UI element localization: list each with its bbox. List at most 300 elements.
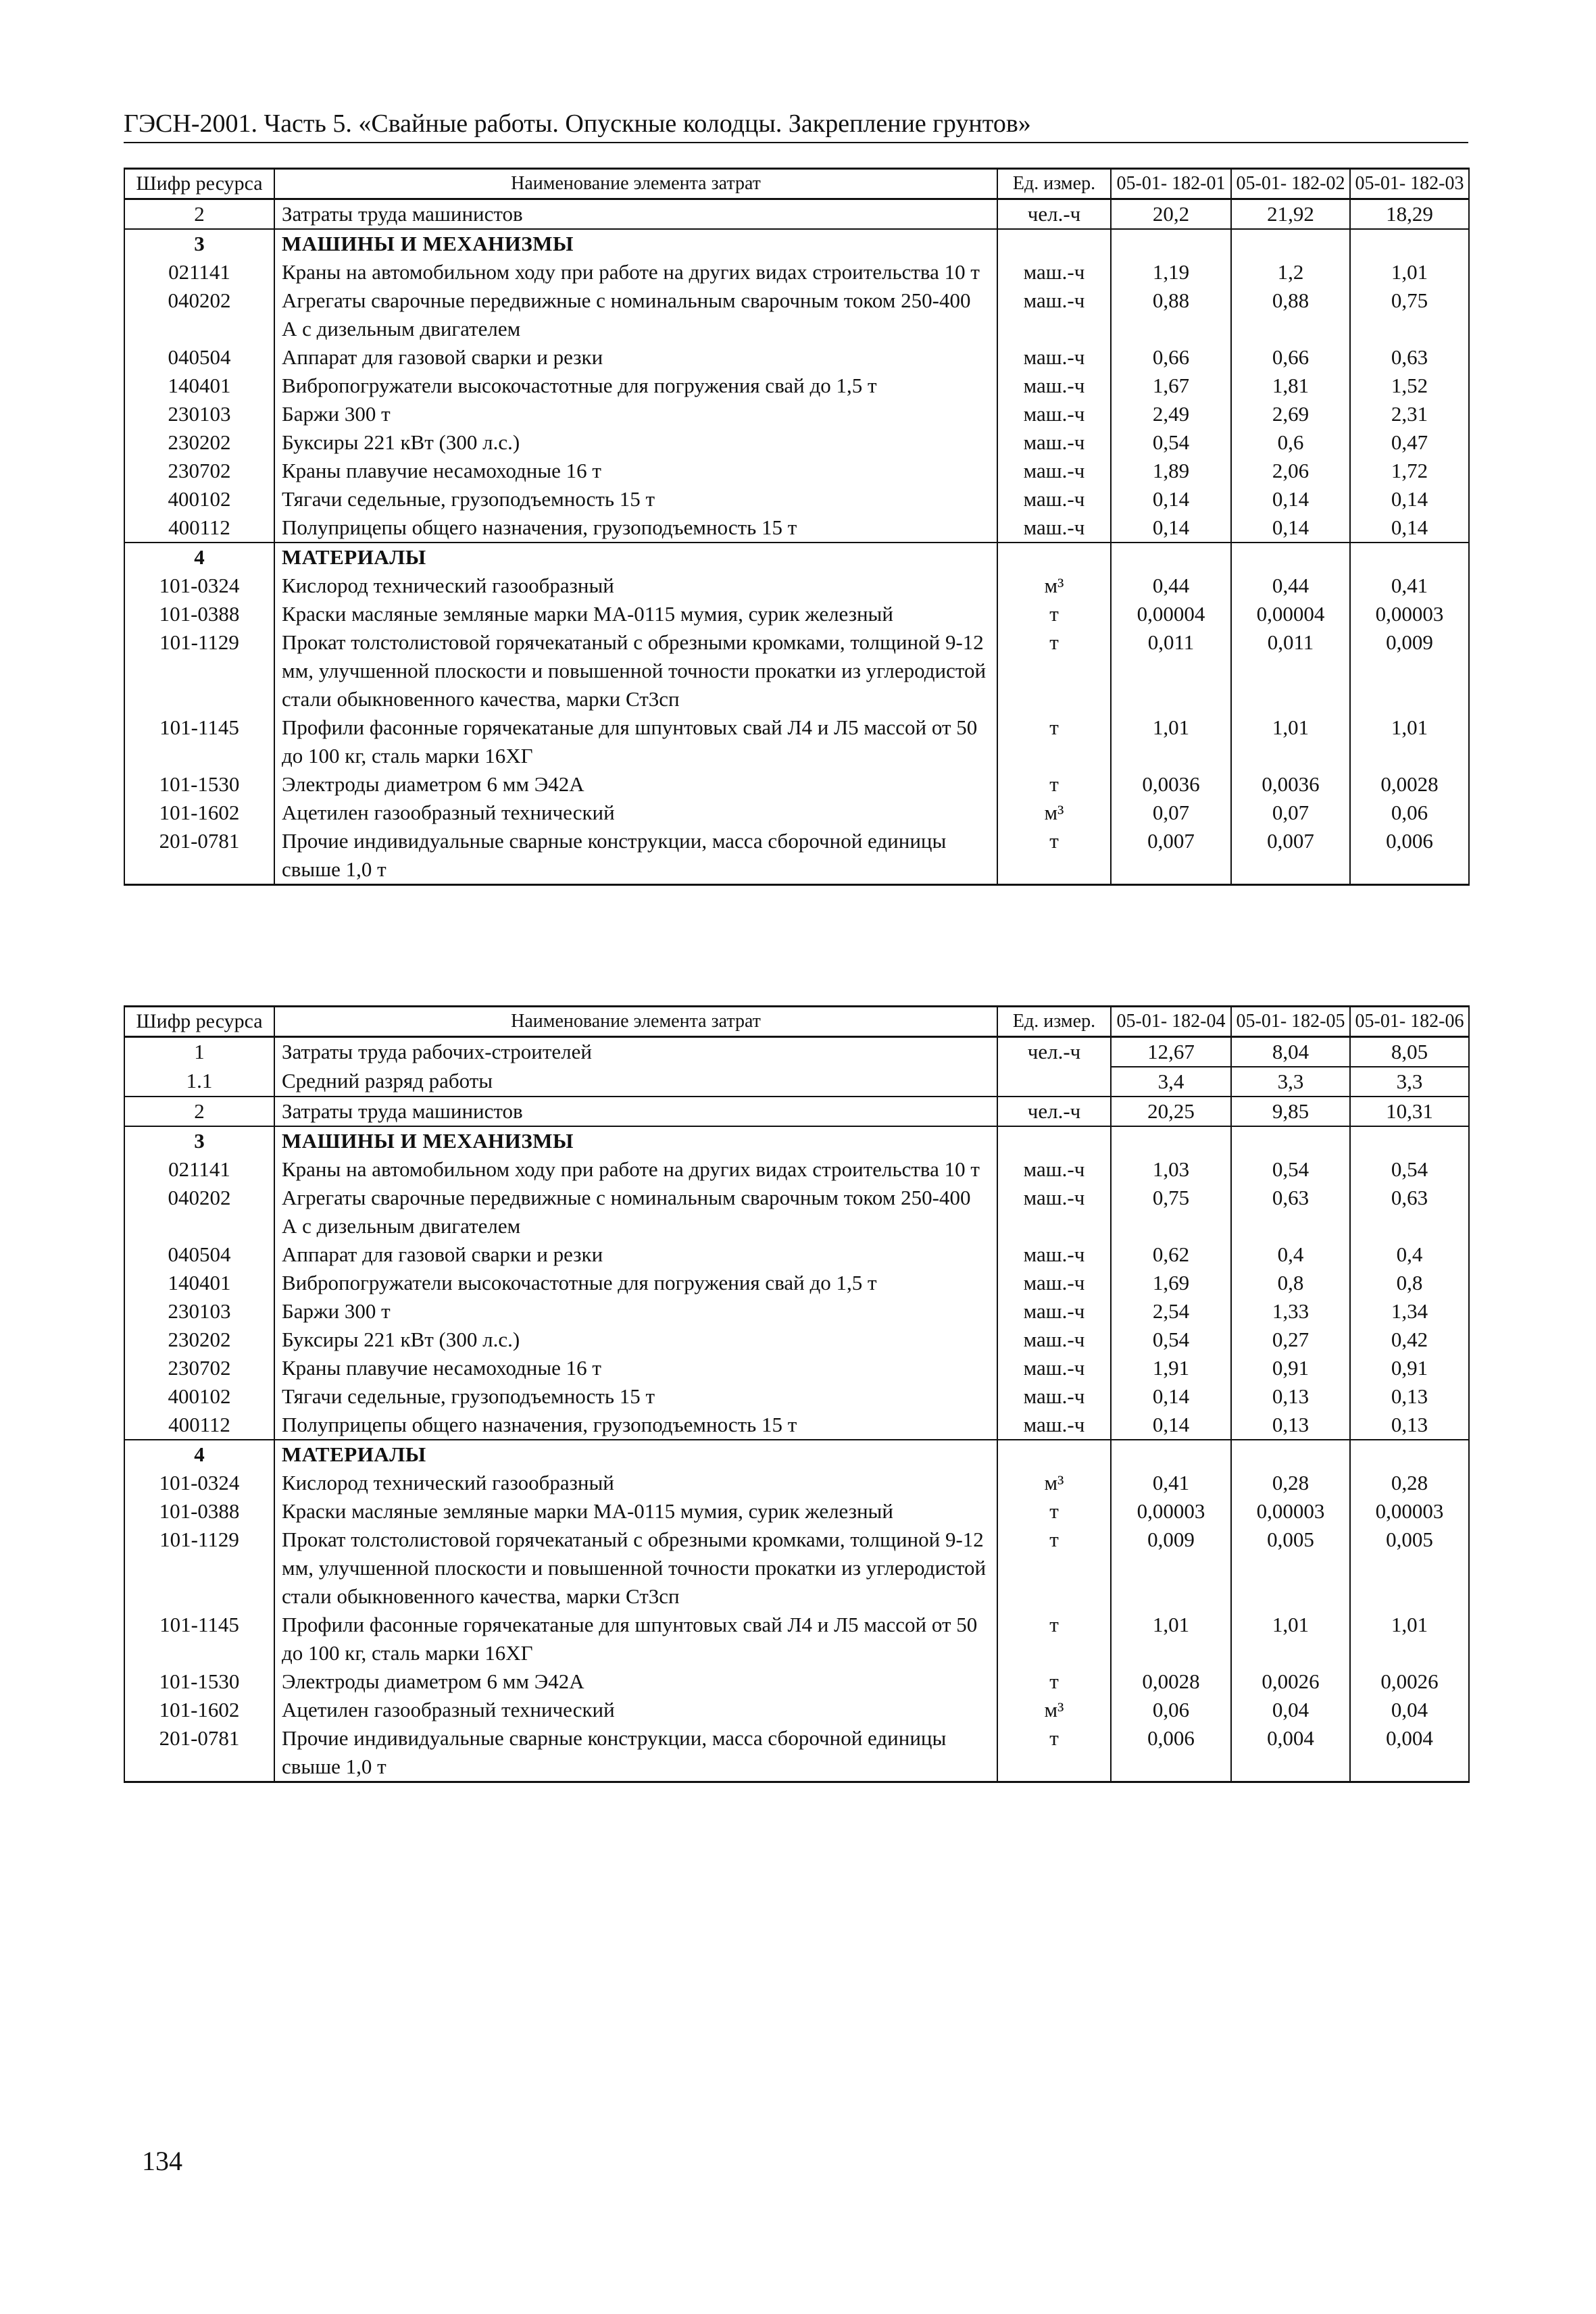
value-cell: 0,42 xyxy=(1350,1326,1469,1354)
header-norm-code: 05-01- 182-02 xyxy=(1231,169,1350,199)
value-cell: 0,66 xyxy=(1111,343,1231,372)
unit-cell xyxy=(997,1440,1111,1469)
table-body xyxy=(124,1037,1469,1782)
unit-cell: маш.-ч xyxy=(997,400,1111,428)
value-cell xyxy=(1111,543,1231,572)
value-cell: 0,28 xyxy=(1231,1469,1350,1497)
resource-code: 230702 xyxy=(124,457,274,485)
value-cell: 1,01 xyxy=(1350,713,1469,770)
page-header: ГЭСН-2001. Часть 5. «Свайные работы. Опускные колодцы. Закрепление грунтов» xyxy=(124,108,1468,143)
table-row xyxy=(124,1382,1469,1411)
value-cell: 0,14 xyxy=(1350,485,1469,513)
value-cell: 0,47 xyxy=(1350,428,1469,457)
resource-code: 040202 xyxy=(124,286,274,343)
table-body xyxy=(124,199,1469,885)
unit-cell: маш.-ч xyxy=(997,1326,1111,1354)
value-cell: 0,00003 xyxy=(1231,1497,1350,1526)
table-row xyxy=(124,1611,1469,1667)
element-name: Буксиры 221 кВт (300 л.с.) xyxy=(274,428,997,457)
value-cell: 18,29 xyxy=(1350,199,1469,230)
resource-code: 101-0324 xyxy=(124,1469,274,1497)
value-cell: 0,14 xyxy=(1231,513,1350,543)
element-name: Краны плавучие несамоходные 16 т xyxy=(274,457,997,485)
unit-cell: м³ xyxy=(997,799,1111,827)
resource-code: 1.1 xyxy=(124,1067,274,1097)
value-cell: 0,75 xyxy=(1350,286,1469,343)
unit-cell xyxy=(997,1126,1111,1155)
unit-cell: т xyxy=(997,1611,1111,1667)
value-cell: 0,88 xyxy=(1111,286,1231,343)
value-cell: 0,13 xyxy=(1231,1411,1350,1440)
value-cell xyxy=(1111,1126,1231,1155)
resource-table-1 xyxy=(124,168,1470,886)
resource-code: 400102 xyxy=(124,1382,274,1411)
section-header-row xyxy=(124,1126,1469,1155)
element-name: Агрегаты сварочные передвижные с номинальным сварочным током 250-400 А с дизельным двигателем xyxy=(274,1184,997,1240)
value-cell: 0,00004 xyxy=(1111,600,1231,628)
resource-code: 230202 xyxy=(124,1326,274,1354)
value-cell xyxy=(1231,543,1350,572)
value-cell: 0,54 xyxy=(1111,1326,1231,1354)
value-cell: 1,52 xyxy=(1350,372,1469,400)
element-name: Затраты труда машинистов xyxy=(274,1097,997,1126)
table-row xyxy=(124,713,1469,770)
element-name: МАТЕРИАЛЫ xyxy=(274,543,997,572)
value-cell: 0,62 xyxy=(1111,1240,1231,1269)
value-cell: 0,07 xyxy=(1111,799,1231,827)
resource-code: 4 xyxy=(124,1440,274,1469)
value-cell: 1,19 xyxy=(1111,258,1231,286)
value-cell: 1,72 xyxy=(1350,457,1469,485)
value-cell: 0,44 xyxy=(1231,572,1350,600)
header-norm-code: 05-01- 182-06 xyxy=(1350,1007,1469,1037)
value-cell: 0,005 xyxy=(1350,1526,1469,1611)
resource-code: 4 xyxy=(124,543,274,572)
table-row xyxy=(124,1526,1469,1611)
value-cell: 0,75 xyxy=(1111,1184,1231,1240)
value-cell: 0,011 xyxy=(1111,628,1231,713)
unit-cell: маш.-ч xyxy=(997,1155,1111,1184)
table-row xyxy=(124,428,1469,457)
element-name: Профили фасонные горячекатаные для шпунтовых свай Л4 и Л5 массой от 50 до 100 кг, сталь марки 16ХГ xyxy=(274,713,997,770)
value-cell: 0,006 xyxy=(1350,827,1469,885)
unit-cell: т xyxy=(997,713,1111,770)
value-cell: 1,34 xyxy=(1350,1297,1469,1326)
element-name: Агрегаты сварочные передвижные с номинальным сварочным током 250-400 А с дизельным двигателем xyxy=(274,286,997,343)
value-cell: 1,89 xyxy=(1111,457,1231,485)
value-cell: 1,01 xyxy=(1111,713,1231,770)
resource-code: 400112 xyxy=(124,513,274,543)
table-row xyxy=(124,1696,1469,1724)
value-cell: 0,4 xyxy=(1350,1240,1469,1269)
table-row xyxy=(124,1184,1469,1240)
header-norm-code: 05-01- 182-05 xyxy=(1231,1007,1350,1037)
value-cell: 1,2 xyxy=(1231,258,1350,286)
value-cell: 1,01 xyxy=(1350,1611,1469,1667)
value-cell: 0,0036 xyxy=(1111,770,1231,799)
value-cell: 0,0028 xyxy=(1350,770,1469,799)
resource-code: 101-0388 xyxy=(124,600,274,628)
value-cell: 0,011 xyxy=(1231,628,1350,713)
header-resource-code: Шифр ресурса xyxy=(124,1007,274,1037)
table-row xyxy=(124,1269,1469,1297)
table-row xyxy=(124,1667,1469,1696)
element-name: Прочие индивидуальные сварные конструкции, масса сборочной единицы свыше 1,0 т xyxy=(274,1724,997,1782)
element-name: МАШИНЫ И МЕХАНИЗМЫ xyxy=(274,1126,997,1155)
header-unit: Ед. измер. xyxy=(997,1007,1111,1037)
value-cell: 0,91 xyxy=(1350,1354,1469,1382)
resource-code: 101-1530 xyxy=(124,770,274,799)
element-name: Баржи 300 т xyxy=(274,400,997,428)
resource-code: 021141 xyxy=(124,1155,274,1184)
element-name: Краски масляные земляные марки МА-0115 мумия, сурик железный xyxy=(274,600,997,628)
value-cell: 1,33 xyxy=(1231,1297,1350,1326)
unit-cell: маш.-ч xyxy=(997,372,1111,400)
value-cell: 3,4 xyxy=(1111,1067,1231,1097)
table-row xyxy=(124,199,1469,230)
value-cell: 20,2 xyxy=(1111,199,1231,230)
resource-code: 230103 xyxy=(124,400,274,428)
resource-code: 101-1129 xyxy=(124,1526,274,1611)
unit-cell: маш.-ч xyxy=(997,1354,1111,1382)
value-cell xyxy=(1350,1126,1469,1155)
table-row xyxy=(124,457,1469,485)
table-row xyxy=(124,1097,1469,1126)
value-cell: 2,06 xyxy=(1231,457,1350,485)
value-cell: 12,67 xyxy=(1111,1037,1231,1067)
table-row xyxy=(124,827,1469,885)
value-cell: 0,63 xyxy=(1350,1184,1469,1240)
value-cell xyxy=(1231,1440,1350,1469)
unit-cell: м³ xyxy=(997,572,1111,600)
resource-code: 101-1129 xyxy=(124,628,274,713)
element-name: Ацетилен газообразный технический xyxy=(274,1696,997,1724)
value-cell: 2,31 xyxy=(1350,400,1469,428)
value-cell: 8,04 xyxy=(1231,1037,1350,1067)
table-row xyxy=(124,286,1469,343)
value-cell: 0,14 xyxy=(1231,485,1350,513)
value-cell: 0,63 xyxy=(1350,343,1469,372)
value-cell: 0,007 xyxy=(1111,827,1231,885)
value-cell: 2,54 xyxy=(1111,1297,1231,1326)
section-header-row xyxy=(124,543,1469,572)
value-cell: 0,007 xyxy=(1231,827,1350,885)
table-row xyxy=(124,1497,1469,1526)
value-cell: 0,63 xyxy=(1231,1184,1350,1240)
value-cell: 0,13 xyxy=(1350,1382,1469,1411)
table-row xyxy=(124,799,1469,827)
value-cell: 3,3 xyxy=(1231,1067,1350,1097)
unit-cell: т xyxy=(997,770,1111,799)
value-cell xyxy=(1350,543,1469,572)
unit-cell: т xyxy=(997,827,1111,885)
resource-code: 101-1145 xyxy=(124,713,274,770)
table-row xyxy=(124,1724,1469,1782)
value-cell xyxy=(1111,229,1231,258)
value-cell: 0,006 xyxy=(1111,1724,1231,1782)
resource-code: 3 xyxy=(124,229,274,258)
table-row xyxy=(124,1067,1469,1097)
table-row xyxy=(124,1411,1469,1440)
resource-code: 230702 xyxy=(124,1354,274,1382)
value-cell: 21,92 xyxy=(1231,199,1350,230)
resource-code: 230202 xyxy=(124,428,274,457)
value-cell: 1,69 xyxy=(1111,1269,1231,1297)
unit-cell: м³ xyxy=(997,1469,1111,1497)
table-row xyxy=(124,572,1469,600)
value-cell: 0,27 xyxy=(1231,1326,1350,1354)
element-name: Тягачи седельные, грузоподъемность 15 т xyxy=(274,1382,997,1411)
value-cell xyxy=(1350,229,1469,258)
header-unit: Ед. измер. xyxy=(997,169,1111,199)
value-cell: 0,004 xyxy=(1350,1724,1469,1782)
element-name: Полуприцепы общего назначения, грузоподъемность 15 т xyxy=(274,513,997,543)
element-name: Прочие индивидуальные сварные конструкции, масса сборочной единицы свыше 1,0 т xyxy=(274,827,997,885)
value-cell: 0,6 xyxy=(1231,428,1350,457)
value-cell: 0,00003 xyxy=(1350,1497,1469,1526)
element-name: Кислород технический газообразный xyxy=(274,1469,997,1497)
value-cell: 2,49 xyxy=(1111,400,1231,428)
unit-cell: маш.-ч xyxy=(997,1184,1111,1240)
unit-cell: м³ xyxy=(997,1696,1111,1724)
resource-code: 040504 xyxy=(124,1240,274,1269)
value-cell: 0,004 xyxy=(1231,1724,1350,1782)
unit-cell: маш.-ч xyxy=(997,1240,1111,1269)
value-cell: 0,8 xyxy=(1231,1269,1350,1297)
value-cell: 0,00004 xyxy=(1231,600,1350,628)
unit-cell: маш.-ч xyxy=(997,457,1111,485)
value-cell: 0,54 xyxy=(1111,428,1231,457)
value-cell: 0,91 xyxy=(1231,1354,1350,1382)
resource-code: 1 xyxy=(124,1037,274,1067)
value-cell: 1,01 xyxy=(1350,258,1469,286)
unit-cell: чел.-ч xyxy=(997,1097,1111,1126)
unit-cell: маш.-ч xyxy=(997,1382,1111,1411)
element-name: Краны на автомобильном ходу при работе на других видах строительства 10 т xyxy=(274,258,997,286)
element-name: Тягачи седельные, грузоподъемность 15 т xyxy=(274,485,997,513)
value-cell: 1,03 xyxy=(1111,1155,1231,1184)
resource-code: 140401 xyxy=(124,372,274,400)
value-cell xyxy=(1231,1126,1350,1155)
table-row xyxy=(124,770,1469,799)
resource-code: 400102 xyxy=(124,485,274,513)
value-cell: 0,8 xyxy=(1350,1269,1469,1297)
resource-code: 3 xyxy=(124,1126,274,1155)
value-cell: 0,28 xyxy=(1350,1469,1469,1497)
resource-code: 140401 xyxy=(124,1269,274,1297)
value-cell: 0,41 xyxy=(1350,572,1469,600)
value-cell: 0,0028 xyxy=(1111,1667,1231,1696)
element-name: Краны плавучие несамоходные 16 т xyxy=(274,1354,997,1382)
element-name: Аппарат для газовой сварки и резки xyxy=(274,1240,997,1269)
value-cell: 0,0036 xyxy=(1231,770,1350,799)
element-name: Прокат толстолистовой горячекатаный с обрезными кромками, толщиной 9-12 мм, улучшенной плоскости и повышенной точности прокатки из углеродистой стали обыкновенного качества, марки Ст3сп xyxy=(274,628,997,713)
value-cell xyxy=(1350,1440,1469,1469)
value-cell: 0,44 xyxy=(1111,572,1231,600)
value-cell: 0,14 xyxy=(1350,513,1469,543)
table-row xyxy=(124,1297,1469,1326)
value-cell: 1,67 xyxy=(1111,372,1231,400)
unit-cell: маш.-ч xyxy=(997,1269,1111,1297)
header-element-name: Наименование элемента затрат xyxy=(274,169,997,199)
value-cell: 0,66 xyxy=(1231,343,1350,372)
unit-cell: т xyxy=(997,1497,1111,1526)
value-cell: 0,0026 xyxy=(1350,1667,1469,1696)
unit-cell: маш.-ч xyxy=(997,428,1111,457)
table-header xyxy=(124,169,1469,199)
unit-cell: маш.-ч xyxy=(997,1411,1111,1440)
resource-code: 040504 xyxy=(124,343,274,372)
element-name: Ацетилен газообразный технический xyxy=(274,799,997,827)
table-row xyxy=(124,485,1469,513)
resource-code: 101-1602 xyxy=(124,799,274,827)
value-cell: 2,69 xyxy=(1231,400,1350,428)
value-cell: 1,01 xyxy=(1111,1611,1231,1667)
value-cell: 1,01 xyxy=(1231,713,1350,770)
value-cell: 0,07 xyxy=(1231,799,1350,827)
table-row xyxy=(124,1037,1469,1067)
table-row xyxy=(124,343,1469,372)
value-cell xyxy=(1231,229,1350,258)
unit-cell: маш.-ч xyxy=(997,1297,1111,1326)
header-element-name: Наименование элемента затрат xyxy=(274,1007,997,1037)
value-cell: 0,54 xyxy=(1350,1155,1469,1184)
unit-cell: т xyxy=(997,1667,1111,1696)
value-cell: 0,88 xyxy=(1231,286,1350,343)
resource-code: 101-1602 xyxy=(124,1696,274,1724)
header-norm-code: 05-01- 182-01 xyxy=(1111,169,1231,199)
resource-code: 201-0781 xyxy=(124,1724,274,1782)
table-row xyxy=(124,1155,1469,1184)
table-row xyxy=(124,1240,1469,1269)
value-cell: 1,01 xyxy=(1231,1611,1350,1667)
unit-cell: т xyxy=(997,628,1111,713)
table-row xyxy=(124,1354,1469,1382)
header-resource-code: Шифр ресурса xyxy=(124,169,274,199)
table-row xyxy=(124,400,1469,428)
resource-code: 230103 xyxy=(124,1297,274,1326)
unit-cell: маш.-ч xyxy=(997,513,1111,543)
value-cell: 8,05 xyxy=(1350,1037,1469,1067)
element-name: Вибропогружатели высокочастотные для погружения свай до 1,5 т xyxy=(274,372,997,400)
value-cell: 0,06 xyxy=(1111,1696,1231,1724)
table-row xyxy=(124,628,1469,713)
table-row xyxy=(124,513,1469,543)
section-header-row xyxy=(124,1440,1469,1469)
value-cell: 0,41 xyxy=(1111,1469,1231,1497)
value-cell: 0,14 xyxy=(1111,485,1231,513)
resource-code: 021141 xyxy=(124,258,274,286)
value-cell: 0,4 xyxy=(1231,1240,1350,1269)
value-cell: 20,25 xyxy=(1111,1097,1231,1126)
value-cell: 0,14 xyxy=(1111,1382,1231,1411)
unit-cell: маш.-ч xyxy=(997,286,1111,343)
value-cell: 3,3 xyxy=(1350,1067,1469,1097)
value-cell: 1,81 xyxy=(1231,372,1350,400)
value-cell: 0,009 xyxy=(1350,628,1469,713)
resource-code: 400112 xyxy=(124,1411,274,1440)
resource-code: 101-1145 xyxy=(124,1611,274,1667)
unit-cell: маш.-ч xyxy=(997,343,1111,372)
resource-code: 040202 xyxy=(124,1184,274,1240)
value-cell: 0,04 xyxy=(1350,1696,1469,1724)
table-row xyxy=(124,600,1469,628)
unit-cell: чел.-ч xyxy=(997,1037,1111,1067)
value-cell: 0,14 xyxy=(1111,1411,1231,1440)
element-name: Прокат толстолистовой горячекатаный с обрезными кромками, толщиной 9-12 мм, улучшенной плоскости и повышенной точности прокатки из углеродистой стали обыкновенного качества, марки Ст3сп xyxy=(274,1526,997,1611)
resource-code: 101-0388 xyxy=(124,1497,274,1526)
element-name: Профили фасонные горячекатаные для шпунтовых свай Л4 и Л5 массой от 50 до 100 кг, сталь марки 16ХГ xyxy=(274,1611,997,1667)
value-cell xyxy=(1111,1440,1231,1469)
resource-table-2 xyxy=(124,1005,1470,1783)
unit-cell: маш.-ч xyxy=(997,485,1111,513)
element-name: Электроды диаметром 6 мм Э42А xyxy=(274,770,997,799)
element-name: Затраты труда машинистов xyxy=(274,199,997,230)
element-name: Буксиры 221 кВт (300 л.с.) xyxy=(274,1326,997,1354)
value-cell: 0,54 xyxy=(1231,1155,1350,1184)
unit-cell: т xyxy=(997,600,1111,628)
value-cell: 10,31 xyxy=(1350,1097,1469,1126)
element-name: Краны на автомобильном ходу при работе на других видах строительства 10 т xyxy=(274,1155,997,1184)
value-cell: 0,00003 xyxy=(1111,1497,1231,1526)
resource-code: 201-0781 xyxy=(124,827,274,885)
value-cell: 0,13 xyxy=(1350,1411,1469,1440)
unit-cell xyxy=(997,543,1111,572)
unit-cell: т xyxy=(997,1526,1111,1611)
element-name: Кислород технический газообразный xyxy=(274,572,997,600)
element-name: Вибропогружатели высокочастотные для погружения свай до 1,5 т xyxy=(274,1269,997,1297)
element-name: Аппарат для газовой сварки и резки xyxy=(274,343,997,372)
page-number: 134 xyxy=(142,2146,182,2176)
element-name: Затраты труда рабочих-строителей xyxy=(274,1037,997,1067)
table-header xyxy=(124,1007,1469,1037)
element-name: МАТЕРИАЛЫ xyxy=(274,1440,997,1469)
unit-cell xyxy=(997,1067,1111,1097)
header-norm-code: 05-01- 182-03 xyxy=(1350,169,1469,199)
resource-code: 101-1530 xyxy=(124,1667,274,1696)
element-name: Электроды диаметром 6 мм Э42А xyxy=(274,1667,997,1696)
element-name: Краски масляные земляные марки МА-0115 мумия, сурик железный xyxy=(274,1497,997,1526)
value-cell: 0,005 xyxy=(1231,1526,1350,1611)
value-cell: 0,0026 xyxy=(1231,1667,1350,1696)
section-header-row xyxy=(124,229,1469,258)
resource-code: 2 xyxy=(124,199,274,230)
value-cell: 0,00003 xyxy=(1350,600,1469,628)
element-name: МАШИНЫ И МЕХАНИЗМЫ xyxy=(274,229,997,258)
resource-code: 2 xyxy=(124,1097,274,1126)
value-cell: 0,04 xyxy=(1231,1696,1350,1724)
value-cell: 0,009 xyxy=(1111,1526,1231,1611)
value-cell: 0,14 xyxy=(1111,513,1231,543)
unit-cell: т xyxy=(997,1724,1111,1782)
table-row xyxy=(124,1469,1469,1497)
element-name: Баржи 300 т xyxy=(274,1297,997,1326)
value-cell: 0,13 xyxy=(1231,1382,1350,1411)
unit-cell xyxy=(997,229,1111,258)
unit-cell: маш.-ч xyxy=(997,258,1111,286)
table-row xyxy=(124,258,1469,286)
table-row xyxy=(124,1326,1469,1354)
resource-code: 101-0324 xyxy=(124,572,274,600)
table-row xyxy=(124,372,1469,400)
element-name: Средний разряд работы xyxy=(274,1067,997,1097)
header-norm-code: 05-01- 182-04 xyxy=(1111,1007,1231,1037)
unit-cell: чел.-ч xyxy=(997,199,1111,230)
value-cell: 9,85 xyxy=(1231,1097,1350,1126)
value-cell: 1,91 xyxy=(1111,1354,1231,1382)
element-name: Полуприцепы общего назначения, грузоподъемность 15 т xyxy=(274,1411,997,1440)
value-cell: 0,06 xyxy=(1350,799,1469,827)
